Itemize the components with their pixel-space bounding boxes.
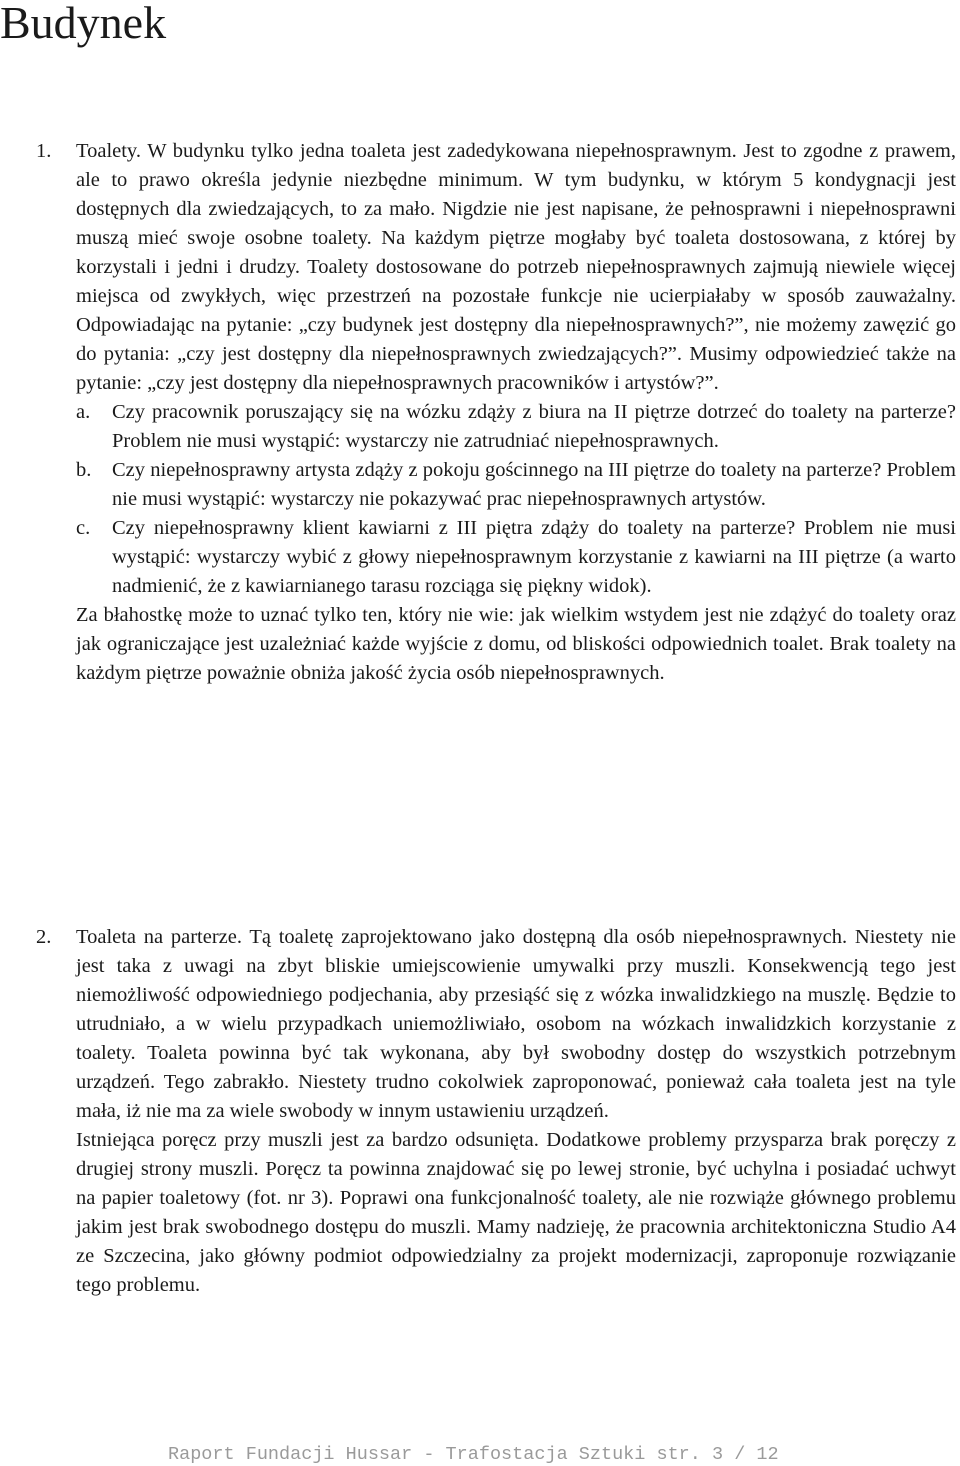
closing-paragraph: Istniejąca poręcz przy muszli jest za bardzo odsunięta. Dodatkowe problemy przysparza brak poręczy z drugiej strony muszli. Poręcz ta powinna znajdować się po lewej stronie, być uchylna i posiadać uchwyt na papier toaletowy (fot. nr 3). Poprawi ona funkcjonalność toalety, ale nie rozwiąże głównego problemu jakim jest brak swobodnego dostępu do muszli. Mamy nadzieję, że pracownia architektoniczna Studio A4 ze Szczecina, jako główny podmiot odpowiedzialny za projekt modernizacji, zaproponuje rozwiązanie tego problemu. xyxy=(76,1129,956,1296)
sub-item-a xyxy=(76,398,956,456)
sub-list xyxy=(36,398,956,601)
list-item xyxy=(36,137,956,398)
page-footer: Raport Fundacji Hussar - Trafostacja Sztuki str. 3 / 12 xyxy=(168,1444,779,1465)
sub-item-letter: c. xyxy=(76,517,91,539)
sub-item-text: Czy niepełnosprawny klient kawiarni z III piętra zdąży do toalety na parterze? Problem nie musi wystąpić: wystarczy wybić z głowy niepełnosprawnym korzystanie z kawiarni na III piętrze (a warto nadmienić, że z kawiarnianego tarasu rozciąga się piękny widok). xyxy=(112,517,956,597)
sub-item-text: Czy niepełnosprawny artysta zdąży z pokoju gościnnego na III piętrze do toalety na parterze? Problem nie musi wystąpić: wystarczy nie pokazywać prac niepełnosprawnych artystów. xyxy=(112,459,956,510)
sub-item-letter: b. xyxy=(76,459,92,481)
closing-paragraph: Za błahostkę może to uznać tylko ten, który nie wie: jak wielkim wstydem jest nie zdążyć do toalety oraz jak ograniczające jest uzależniać każde wyjście z domu, od bliskości odpowiednich toalet. Brak toalety na każdym piętrze poważnie obniża jakość życia osób niepełnosprawnych. xyxy=(76,604,956,684)
sub-item-letter: a. xyxy=(76,401,91,423)
sub-item-text: Czy pracownik poruszający się na wózku zdąży z biura na II piętrze dotrzeć do toalety na parterze? Problem nie musi wystąpić: wystarczy nie zatrudniać niepełnosprawnych. xyxy=(112,401,956,452)
item-text: Toalety. W budynku tylko jedna toaleta jest zadedykowana niepełnosprawnym. Jest to zgodne z prawem, ale to prawo określa jedynie niezbędne minimum. W tym budynku, w którym 5 kondygnacji jest dostępnych dla zwiedzających, to za mało. Nigdzie nie jest napisane, że pełnosprawni i niepełnosprawni muszą mieć swoje osobne toalety. Na każdym piętrze mogłaby być toaleta dostosowana, z której by korzystali i jedni i drudzy. Toalety dostosowane do potrzeb niepełnosprawnych zajmują niewiele więcej miejsca od zwykłych, więc przestrzeń na pozostałe funkcje nie ucierpiałaby w sposób zauważalny. Odpowiadając na pytanie: „czy budynek jest dostępny dla niepełnosprawnych?”, nie możemy zawęzić go do pytania: „czy jest dostępny dla niepełnosprawnych zwiedzających?”. Musimy odpowiedzieć także na pytanie: „czy jest dostępny dla niepełnosprawnych pracowników i artystów?”. xyxy=(76,140,956,394)
section-toilets xyxy=(36,137,956,688)
item-text: Toaleta na parterze. Tą toaletę zaprojektowano jako dostępną dla osób niepełnosprawnych. Niestety nie jest taka z uwagi na zbyt bliskie umiejscowienie umywalki przy muszli. Konsekwencją tego jest niemożliwość odpowiedniego podjechania, aby przesiąść się z wózka inwalidzkiego na muszlę. Będzie to utrudniało, a w wielu przypadkach uniemożliwiało, osobom na wózkach inwalidzkich korzystanie z toalety. Toaleta powinna być tak wykonana, aby był swobodny dostęp do wszystkich potrzebnym urządzeń. Tego zabrakło. Niestety trudno cokolwiek zaproponować, ponieważ cała toaleta jest na tyle mała, iż nie ma za wiele swobody w innym ustawieniu urządzeń. xyxy=(76,926,956,1122)
section-ground-floor-toilet xyxy=(36,923,956,1300)
item-number: 1. xyxy=(36,140,52,162)
sub-item-b xyxy=(76,456,956,514)
item-number: 2. xyxy=(36,926,52,948)
page-title: Budynek xyxy=(0,0,167,48)
sub-item-c xyxy=(76,514,956,601)
list-item xyxy=(36,923,956,1126)
